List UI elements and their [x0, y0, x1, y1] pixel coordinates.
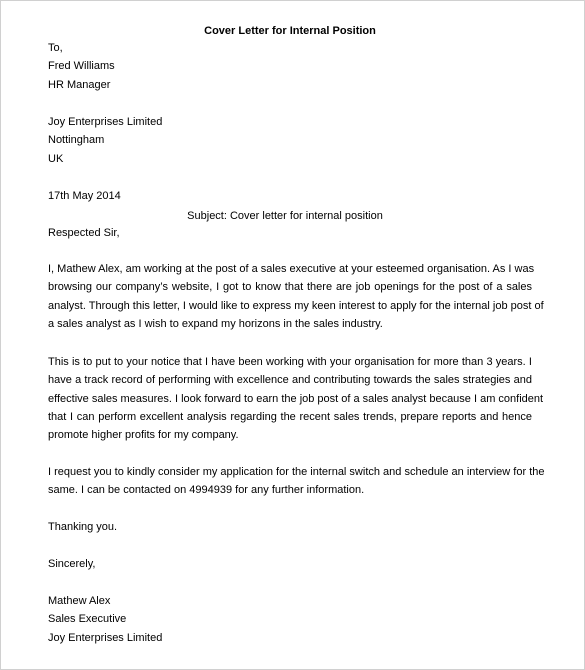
paragraph-line: same. I can be contacted on 4994939 for any further information.	[48, 484, 365, 497]
letter-date-block	[48, 187, 532, 205]
paragraph-line: promote higher profits for my company.	[48, 429, 239, 442]
salutation: Respected Sir,	[48, 227, 120, 239]
recipient-block	[48, 39, 532, 94]
paragraph-line: I, Mathew Alex, am working at the post of a sales executive at your esteemed organisation. As I was	[48, 263, 535, 275]
letter-date: 17th May 2014	[48, 190, 121, 202]
letter-subject: Subject: Cover letter for internal position	[187, 210, 383, 222]
salutation-block	[48, 224, 532, 242]
recipient-company: Joy Enterprises Limited	[48, 116, 163, 128]
paragraph-line: that I can perform excellent analysis regarding the recent sales trends, prepare reports and hence	[48, 410, 532, 423]
letter-title: Cover Letter for Internal Position	[204, 25, 376, 37]
recipient-name: Fred Williams	[48, 60, 115, 73]
paragraph-line: have a track record of performing with excellence and contributing towards the sales strategies and	[48, 374, 532, 387]
closing-block	[48, 555, 532, 573]
thanks-block	[48, 518, 532, 536]
paragraph-line: This is to put to your notice that I have been working with your organisation for more than 3 years. I	[48, 356, 532, 368]
sender-name: Mathew Alex	[48, 595, 111, 607]
body-paragraph-1	[48, 260, 544, 333]
paragraph-line: effective sales measures. I look forward to earn the job post of a sales analyst because I am confident	[48, 392, 544, 405]
sender-company: Joy Enterprises Limited	[48, 631, 163, 644]
sender-position: Sales Executive	[48, 613, 127, 626]
recipient-address	[48, 113, 532, 168]
closing-line: Sincerely,	[48, 558, 96, 570]
paragraph-line: browsing our company’s website, I got to know that there are job openings for the post of a sales	[48, 281, 532, 294]
thanks-line: Thanking you.	[48, 521, 118, 533]
paragraph-line: a sales analyst as I wish to expand my horizons in the sales industry.	[48, 317, 383, 330]
recipient-country: UK	[48, 152, 64, 165]
sender-block	[48, 592, 532, 647]
paragraph-line: analyst. Through this letter, I would like to express my keen interest to apply for the internal job post of	[48, 299, 544, 312]
recipient-to: To,	[48, 42, 63, 54]
body-paragraph-3	[48, 463, 545, 500]
paragraph-line: I request you to kindly consider my application for the internal switch and schedule an interview for the	[48, 466, 545, 478]
recipient-city: Nottingham	[48, 134, 105, 147]
recipient-position: HR Manager	[48, 78, 111, 91]
body-paragraph-2	[48, 353, 544, 444]
